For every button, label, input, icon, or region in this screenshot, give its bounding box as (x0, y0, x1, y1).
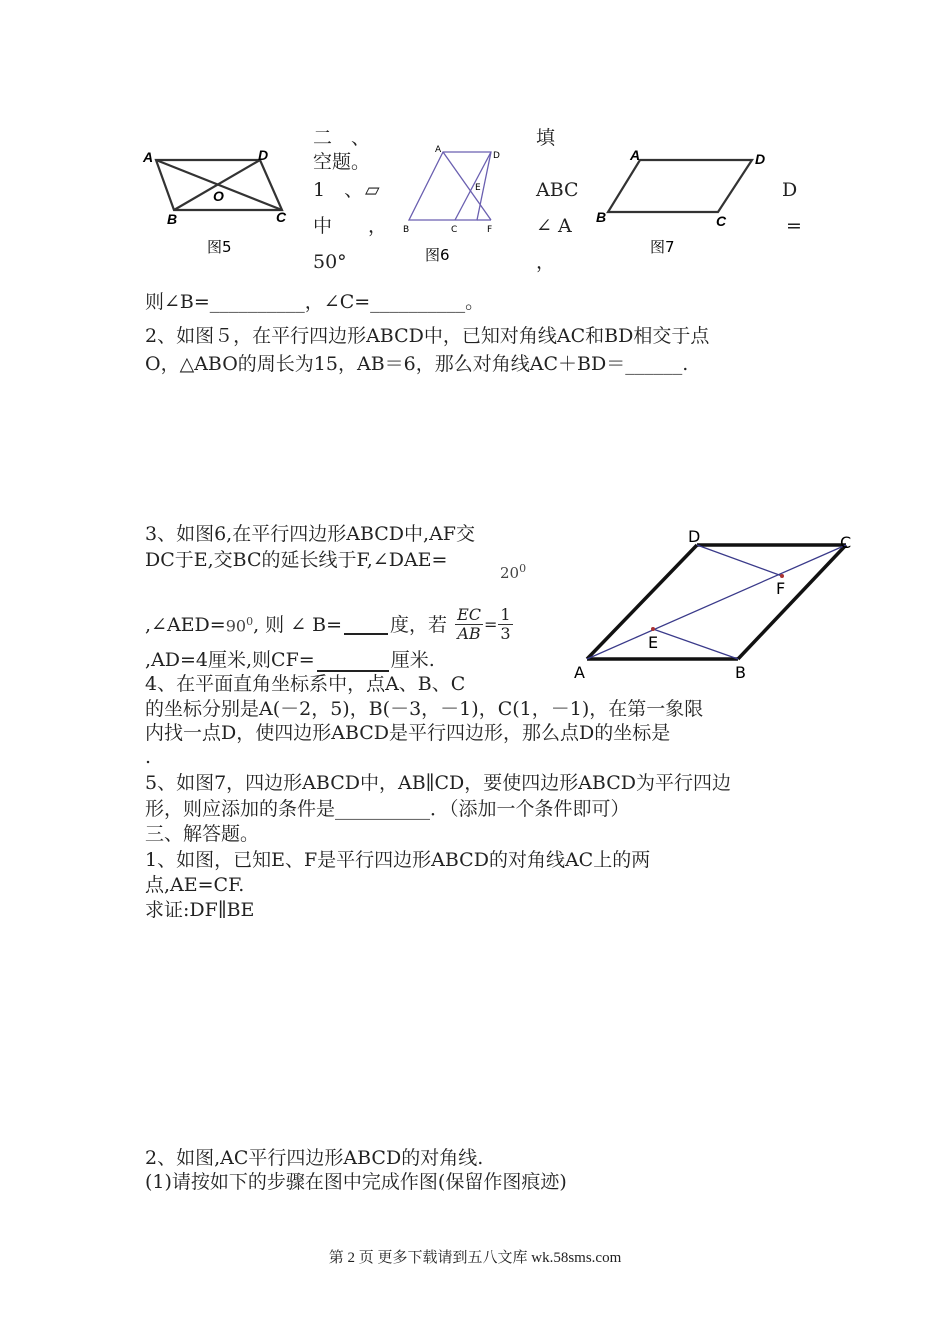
fig5-label-d: D (258, 148, 269, 163)
big-fig-side-cb (738, 545, 846, 659)
q1-answer-line: 则∠B=__________，∠C=__________。 (145, 291, 485, 313)
q3-line1: 3、如图6,在平行四边形ABCD中,AF交 (145, 523, 475, 545)
figure-5 (140, 148, 300, 258)
q5-line2: 形，则应添加的条件是__________．（添加一个条件即可） (145, 798, 630, 820)
fig5-label-b: B (167, 211, 178, 227)
s3q2-line1: 2、如图,AC平行四边形ABCD的对角线. (145, 1147, 484, 1169)
q4-line2: 的坐标分别是A(－2，5)，B(－3，－1)，C(1，－1)，在第一象限 (145, 698, 704, 720)
q2-line1: 2、如图５，在平行四边形ABCD中，已知对角线AC和BD相交于点 (145, 325, 710, 347)
q5-line1: 5、如图7，四边形ABCD中，AB∥CD，要使四边形ABCD为平行四边 (145, 772, 732, 794)
s3q1-line3: 求证:DF∥BE (145, 899, 255, 921)
q3-answer-blank-cf[interactable] (317, 652, 389, 672)
q3-line3: ,∠AED= $90^0$ , 则 ∠ B= 度，若 $\frac{EC}{AB}$ = $\frac{1}{3}$ (145, 605, 511, 643)
fig6-label-d: D (493, 151, 500, 161)
fig6-line-dc-segment (455, 152, 491, 220)
fig5-label-a: A (143, 149, 154, 165)
q1-value: 50° (313, 251, 347, 273)
big-fig-segment-eb (653, 629, 738, 659)
q4-line3: 内找一点D，使四边形ABCD是平行四边形，那么点D的坐标是 (145, 722, 671, 744)
figure-parallelogram-ef (570, 528, 870, 688)
big-fig-label-c: C (840, 533, 852, 552)
q3-angle-dae-value: $20^0$ (500, 562, 527, 582)
fig7-label-b: B (596, 209, 607, 225)
fig6-label-f: F (487, 225, 493, 235)
s3q1-line2: 点,AE=CF. (145, 874, 245, 896)
fig7-label-d: D (755, 151, 766, 167)
q3-angle-aed-value: $90^0$ (225, 615, 254, 636)
q4-line4: . (145, 746, 152, 768)
fig6-caption: 图6 (425, 246, 450, 264)
q1-number: 1 、 (313, 179, 364, 201)
big-fig-segment-df (697, 545, 782, 576)
fig7-caption: 图7 (650, 238, 675, 256)
s3q1-line1: 1、如图，已知E、F是平行四边形ABCD的对角线AC上的两 (145, 849, 651, 871)
q3-answer-blank-b[interactable] (344, 615, 388, 635)
big-fig-point-f (780, 574, 784, 578)
q2-line2: O，△ABO的周长为15，AB＝6，那么对角线AC＋BD＝______. (145, 353, 689, 375)
fig5-label-c: C (276, 209, 287, 225)
figure-6 (395, 140, 515, 268)
s3q2-line2: (1)请按如下的步骤在图中完成作图(保留作图痕迹) (145, 1171, 567, 1193)
big-fig-label-e: E (648, 633, 659, 652)
page-footer: 第 2 页 更多下载请到五八文库 wk.58sms.com (328, 1250, 622, 1266)
q1-comma2: ， (536, 251, 556, 273)
q3-fraction-one-third: $\frac{1}{3}$ (500, 605, 511, 643)
big-fig-label-f: F (776, 579, 786, 598)
parallelogram-symbol: ▱ (365, 179, 380, 201)
big-fig-diagonal-ac (587, 545, 846, 659)
fig6-label-b: B (403, 225, 410, 235)
fig6-label-a: A (435, 145, 442, 155)
fig6-label-c: C (451, 225, 458, 235)
fig7-label-a: A (630, 148, 641, 163)
fig7-label-c: C (716, 213, 727, 229)
q1-d: D (782, 179, 798, 201)
section2-title-c: 空题。 (313, 151, 371, 173)
fig7-quadrilateral (608, 160, 752, 212)
big-fig-point-e (651, 627, 655, 631)
big-fig-label-d: D (688, 528, 701, 546)
q1-zhong: 中 (313, 215, 333, 237)
big-fig-side-ad (587, 545, 697, 659)
section2-title-a: 二 、 (313, 127, 371, 149)
fig5-label-o: O (213, 188, 224, 204)
q3-line2: DC于E,交BC的延长线于F,∠DAE= (145, 549, 448, 571)
q1-angle-a: ∠ A (536, 215, 572, 237)
q3-line4: ,AD=4厘米,则CF= 厘米. (145, 649, 435, 671)
big-fig-label-a: A (574, 663, 585, 682)
fig5-caption: 图5 (207, 238, 232, 256)
big-fig-label-b: B (735, 663, 746, 682)
q1-abc: ABC (536, 179, 579, 201)
section2-title-b: 填 (536, 127, 556, 149)
q4-line1: 4、在平面直角坐标系中，点A、B、C (145, 673, 466, 695)
figure-7 (592, 148, 772, 258)
q1-comma1: ， (368, 215, 388, 237)
section3-title: 三、解答题。 (145, 823, 260, 845)
fig6-label-e: E (475, 183, 481, 193)
q3-fraction-ec-ab: $\frac{EC}{AB}$ (457, 605, 481, 643)
q1-equals: = (786, 215, 802, 237)
